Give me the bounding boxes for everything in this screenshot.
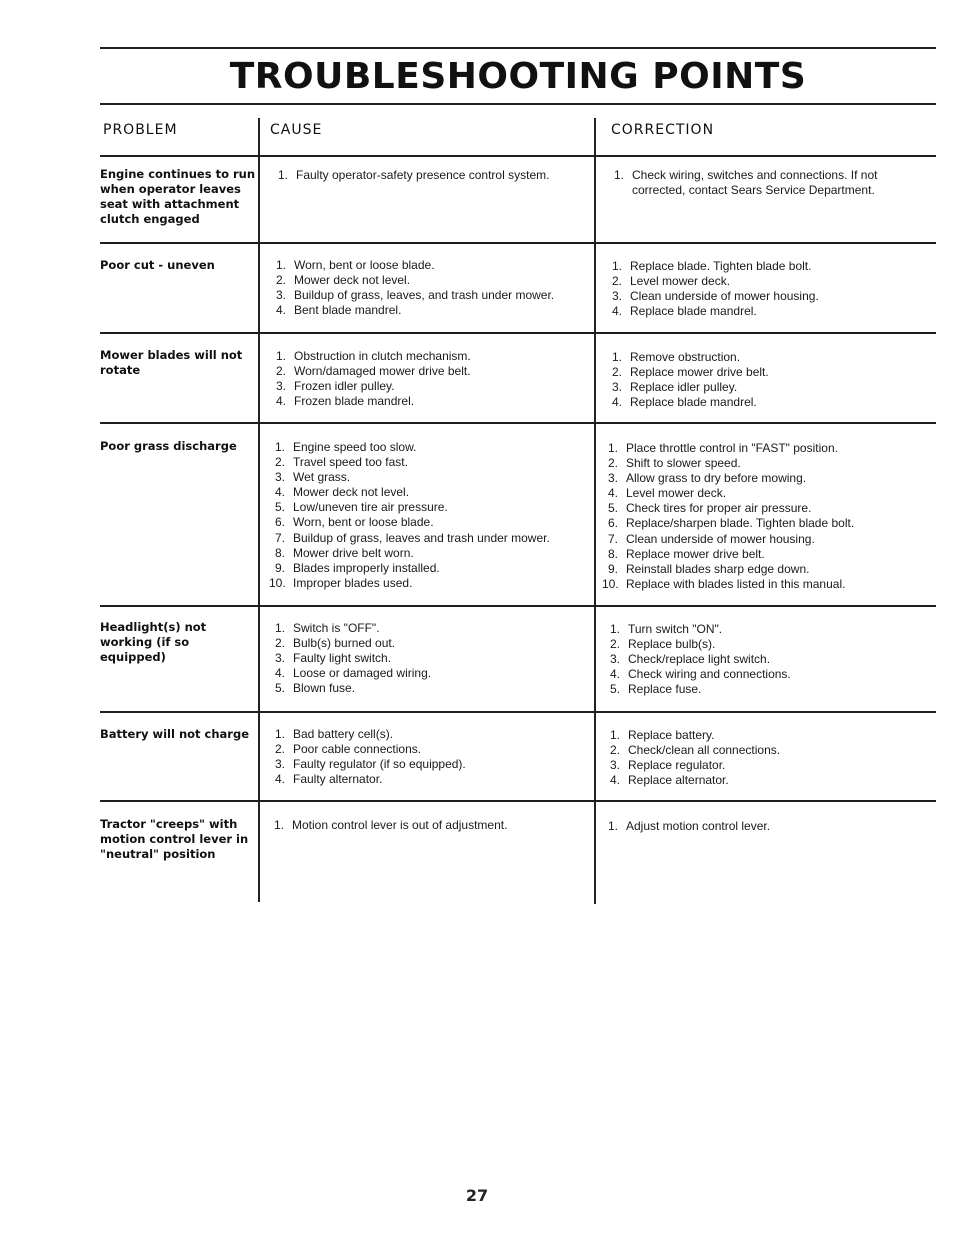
problem-cell: Tractor "creeps" with motion control lever in "neutral" position	[100, 817, 249, 861]
correction-list	[606, 259, 906, 319]
cause-item: 3. Frozen idler pulley.	[275, 379, 395, 394]
correction-item: 9. Reinstall blades sharp edge down.	[607, 561, 810, 576]
cause-item: 4. Frozen blade mandrel.	[275, 394, 415, 409]
correction-item: 4. Replace alternator.	[609, 773, 729, 788]
cause-item: 3. Faulty regulator (if so equipped).	[274, 757, 466, 772]
title-under-rule	[100, 103, 936, 105]
cause-item: 8. Mower drive belt worn.	[274, 545, 414, 560]
cause-list	[270, 258, 588, 318]
correction-item: 8. Replace mower drive belt.	[607, 546, 765, 561]
cause-item: 1. Engine speed too slow.	[274, 440, 417, 454]
correction-item: 1. Remove obstruction.	[611, 350, 741, 364]
cause-item: 2. Travel speed too fast.	[274, 455, 408, 470]
cause-item: 3. Wet grass.	[274, 470, 351, 485]
row-separator	[100, 711, 936, 713]
correction-list	[604, 728, 924, 788]
correction-list	[608, 168, 908, 198]
correction-item: 2. Replace mower drive belt.	[611, 365, 769, 380]
cause-item: 1. Motion control lever is out of adjustment.	[273, 818, 508, 832]
cause-list	[269, 621, 588, 696]
cause-list	[272, 168, 588, 183]
cause-item: 1. Faulty operator-safety presence control system.	[277, 168, 550, 182]
correction-item: 2. Replace bulb(s).	[609, 637, 716, 652]
correction-item: 3. Clean underside of mower housing.	[611, 289, 819, 304]
correction-item: 2. Shift to slower speed.	[607, 456, 741, 471]
correction-item: 1. Replace blade. Tighten blade bolt.	[611, 259, 812, 273]
correction-item: 3. Replace idler pulley.	[611, 380, 738, 395]
problem-cell: Engine continues to run when operator leaves seat with attachment clutch engaged	[100, 167, 256, 226]
cause-item: 3. Faulty light switch.	[274, 651, 392, 666]
cause-item: 2. Poor cable connections.	[274, 742, 422, 757]
correction-list	[602, 819, 922, 834]
cause-item: 4. Faulty alternator.	[274, 772, 383, 787]
cause-item: 7. Buildup of grass, leaves and trash under mower.	[274, 530, 550, 545]
cause-list	[268, 818, 588, 833]
correction-item: 1. Check wiring, switches and connections. If not corrected, contact Sears Service Department.	[613, 168, 878, 198]
cause-list	[269, 440, 588, 591]
cause-item: 6. Worn, bent or loose blade.	[274, 515, 434, 530]
cause-item: 9. Blades improperly installed.	[274, 560, 440, 575]
problem-cell: Headlight(s) not working (if so equipped)	[100, 620, 207, 664]
cause-item: 1. Bad battery cell(s).	[274, 727, 394, 741]
correction-item: 2. Level mower deck.	[611, 274, 731, 289]
correction-item: 4. Replace blade mandrel.	[611, 304, 757, 319]
cause-list	[270, 349, 588, 409]
top-rule	[100, 47, 936, 49]
correction-item: 10. Replace with blades listed in this manual.	[602, 576, 846, 591]
header-cause: CAUSE	[270, 122, 323, 138]
cause-item: 1. Worn, bent or loose blade.	[275, 258, 435, 272]
correction-item: 3. Replace regulator.	[609, 758, 726, 773]
correction-list	[604, 622, 924, 697]
row-separator	[100, 605, 936, 607]
correction-item: 4. Check wiring and connections.	[609, 667, 791, 682]
header-problem: PROBLEM	[103, 122, 178, 138]
cause-item: 1. Obstruction in clutch mechanism.	[275, 349, 471, 363]
cause-item: 1. Switch is "OFF".	[274, 621, 380, 635]
correction-list	[606, 350, 906, 410]
problem-cell: Battery will not charge	[100, 727, 250, 741]
page-title: TROUBLESHOOTING POINTS	[229, 56, 807, 97]
correction-item: 3. Check/replace light switch.	[609, 652, 771, 667]
correction-item: 1. Replace battery.	[609, 728, 715, 742]
cause-item: 10. Improper blades used.	[269, 575, 413, 590]
correction-item: 6. Replace/sharpen blade. Tighten blade bolt.	[607, 516, 855, 531]
cause-item: 3. Buildup of grass, leaves, and trash under mower.	[275, 288, 555, 303]
correction-list	[602, 441, 928, 592]
problem-cell: Poor grass discharge	[100, 439, 237, 453]
column-divider-left	[258, 118, 260, 902]
header-correction: CORRECTION	[611, 122, 715, 138]
row-separator	[100, 332, 936, 334]
row-separator	[100, 800, 936, 802]
cause-item: 5. Low/uneven tire air pressure.	[274, 500, 448, 515]
problem-cell: Mower blades will not rotate	[100, 348, 243, 377]
correction-item: 5. Replace fuse.	[609, 682, 702, 697]
column-divider-right	[594, 118, 596, 904]
page-number: 27	[465, 1186, 489, 1205]
correction-item: 4. Replace blade mandrel.	[611, 395, 757, 410]
problem-cell: Poor cut - uneven	[100, 258, 215, 272]
header-separator	[100, 155, 936, 157]
cause-item: 4. Loose or damaged wiring.	[274, 666, 432, 681]
cause-item: 2. Worn/damaged mower drive belt.	[275, 364, 471, 379]
correction-item: 4. Level mower deck.	[607, 486, 727, 501]
correction-item: 3. Allow grass to dry before mowing.	[607, 471, 807, 486]
cause-item: 5. Blown fuse.	[274, 681, 356, 696]
correction-item: 2. Check/clean all connections.	[609, 743, 781, 758]
correction-item: 1. Adjust motion control lever.	[607, 819, 771, 833]
cause-item: 2. Bulb(s) burned out.	[274, 636, 396, 651]
correction-item: 5. Check tires for proper air pressure.	[607, 501, 812, 516]
cause-item: 2. Mower deck not level.	[275, 273, 411, 288]
correction-item: 7. Clean underside of mower housing.	[607, 531, 815, 546]
correction-item: 1. Turn switch "ON".	[609, 622, 723, 636]
cause-item: 4. Bent blade mandrel.	[275, 303, 402, 318]
cause-list	[269, 727, 588, 787]
cause-item: 4. Mower deck not level.	[274, 485, 410, 500]
row-separator	[100, 422, 936, 424]
correction-item: 1. Place throttle control in "FAST" position.	[607, 441, 838, 455]
row-separator	[100, 242, 936, 244]
